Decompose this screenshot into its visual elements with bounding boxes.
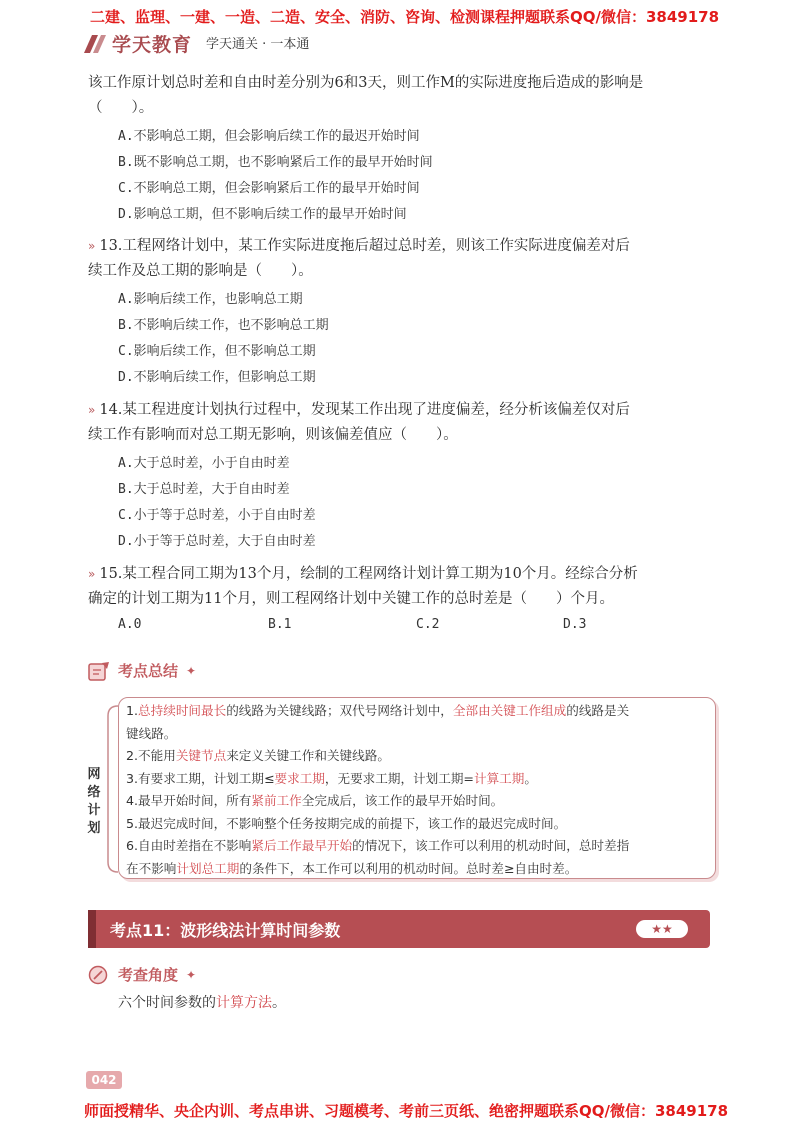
question-14-line1 — [88, 398, 728, 423]
question-12-line1: 该工作原计划总时差和自由时差分别为6和3天，则工作M的实际进度拖后造成的影响是 — [88, 75, 644, 91]
summary-line — [126, 768, 716, 791]
header-subtitle: 学天通关 · 一本通 — [206, 37, 310, 52]
question-12-line2: （ ）。 — [88, 100, 154, 116]
q15-option-a: A.0 — [118, 617, 142, 632]
angle-title: 考查角度 — [118, 966, 179, 984]
q14-option-a: A.大于总时差，小于自由时差 — [118, 456, 290, 471]
logo-icon — [84, 35, 106, 53]
summary-highlight: 紧后工作最早开始 — [251, 838, 353, 853]
q14-option-c: C.小于等于总时差，小于自由时差 — [118, 508, 316, 523]
angle-text-prefix: 六个时间参数的 — [118, 995, 216, 1011]
q12-option-b: B.既不影响总工期，也不影响紧后工作的最早开始时间 — [118, 155, 433, 170]
summary-line — [126, 745, 716, 768]
summary-text: 来定义关键工作和关键线路。 — [226, 748, 390, 763]
question-13-text: 13.工程网络计划中，某工作实际进度拖后超过总时差，则该工作实际进度偏差对后 — [99, 238, 630, 254]
bottom-promo-banner: 师面授精华、央企内训、考点串讲、习题模考、考前三页纸、绝密押题联系QQ/微信：3849178 — [84, 1102, 729, 1120]
summary-text: 1. — [126, 703, 139, 718]
q15-option-d: D.3 — [563, 617, 587, 632]
summary-side-char: 网 — [87, 767, 101, 782]
summary-side-label — [84, 766, 104, 838]
summary-text: 的情况下，该工作可以利用的机动时间，总时差指 — [352, 838, 630, 853]
summary-text: ，无要求工期，计划工期= — [324, 770, 474, 786]
top-promo-banner: 二建、监理、一建、一造、二造、安全、消防、咨询、检测课程押题联系QQ/微信：3849178 — [90, 8, 720, 26]
q13-option-d: D.不影响后续工作，但影响总工期 — [118, 370, 316, 385]
summary-text: 3.有要求工期，计划工期≤ — [126, 770, 275, 786]
summary-line — [126, 835, 716, 858]
summary-highlight: 计划总工期 — [176, 860, 240, 876]
summary-line — [126, 858, 716, 881]
summary-highlight: 紧前工作 — [251, 793, 302, 808]
pencil-note-icon — [88, 965, 110, 985]
question-13-line1 — [88, 234, 728, 259]
summary-side-char: 络 — [87, 785, 101, 800]
summary-highlight: 全部由关键工作组成 — [452, 703, 567, 718]
logo-text: 学天教育 — [112, 34, 193, 56]
q12-option-d: D.影响总工期，但不影响后续工作的最早开始时间 — [118, 207, 407, 222]
q13-option-c: C.影响后续工作，但不影响总工期 — [118, 344, 316, 359]
notebook-icon — [88, 661, 110, 681]
summary-title: 考点总结 — [118, 662, 179, 680]
summary-highlight: 总持续时间最长 — [138, 703, 227, 718]
sparkle-icon: ✦ — [186, 663, 197, 678]
logo — [84, 30, 192, 57]
q15-option-b: B.1 — [268, 617, 292, 632]
summary-highlight: 要求工期 — [274, 770, 325, 786]
summary-text: 的线路为关键线路；双代号网络计划中， — [226, 703, 453, 718]
summary-text: 5.最迟完成时间，不影响整个任务按期完成的前提下，该工作的最迟完成时间。 — [126, 815, 567, 831]
difficulty-stars: ★★ — [636, 920, 688, 938]
question-15-text: 15.某工程合同工期为13个月，绘制的工程网络计划计算工期为10个月。经综合分析 — [99, 566, 638, 582]
angle-text-suffix: 。 — [272, 995, 286, 1011]
q14-option-d: D.小于等于总时差，大于自由时差 — [118, 534, 316, 549]
summary-text: 6.自由时差指在不影响 — [126, 838, 252, 853]
summary-line — [126, 723, 716, 746]
question-15-line1 — [88, 562, 728, 587]
angle-section-header — [88, 964, 196, 985]
summary-section-header — [88, 660, 196, 681]
angle-text-highlight: 计算方法 — [216, 995, 272, 1011]
topic-banner-title: 考点11：波形线法计算时间参数 — [110, 921, 341, 940]
q12-option-c: C.不影响总工期，但会影响紧后工作的最早开始时间 — [118, 181, 420, 196]
q13-option-a: A.影响后续工作，也影响总工期 — [118, 292, 303, 307]
summary-line — [126, 813, 716, 836]
q14-option-b: B.大于总时差，大于自由时差 — [118, 482, 290, 497]
sparkle-icon: ✦ — [186, 967, 197, 982]
question-14-line2: 续工作有影响而对总工期无影响，则该偏差值应（ ）。 — [88, 427, 458, 443]
q15-option-c: C.2 — [416, 617, 440, 632]
summary-highlight: 关键节点 — [175, 748, 227, 763]
question-14-text: 14.某工程进度计划执行过程中，发现某工作出现了进度偏差，经分析该偏差仅对后 — [99, 402, 630, 418]
summary-text: 的条件下，本工作可以利用的机动时间。总时差≥自由时差。 — [239, 860, 578, 876]
question-marker-icon: » — [88, 567, 96, 581]
question-13-line2: 续工作及总工期的影响是（ ）。 — [88, 263, 313, 279]
summary-text: 2.不能用 — [126, 748, 176, 763]
summary-text: 。 — [524, 770, 537, 786]
summary-line — [126, 790, 716, 813]
summary-text: 的线路是关 — [566, 703, 630, 718]
summary-line — [126, 700, 716, 723]
q13-option-b: B.不影响后续工作，也不影响总工期 — [118, 318, 329, 333]
summary-side-char: 划 — [87, 821, 101, 836]
summary-text: 全完成后，该工作的最早开始时间。 — [301, 793, 504, 808]
summary-text: 键线路。 — [126, 725, 177, 741]
summary-highlight: 计算工期 — [473, 770, 525, 786]
question-marker-icon: » — [88, 403, 96, 417]
summary-text: 在不影响 — [126, 860, 177, 876]
question-15-line2: 确定的计划工期为11个月，则工程网络计划中关键工作的总时差是（ ）个月。 — [88, 591, 614, 607]
topic-banner-tab — [88, 910, 96, 948]
angle-text — [118, 992, 286, 1012]
question-marker-icon: » — [88, 239, 96, 253]
summary-lines — [126, 700, 716, 880]
page-number: 042 — [86, 1071, 122, 1089]
summary-text: 4.最早开始时间，所有 — [126, 793, 252, 808]
q12-option-a: A.不影响总工期，但会影响后续工作的最迟开始时间 — [118, 129, 420, 144]
summary-side-char: 计 — [87, 803, 101, 818]
